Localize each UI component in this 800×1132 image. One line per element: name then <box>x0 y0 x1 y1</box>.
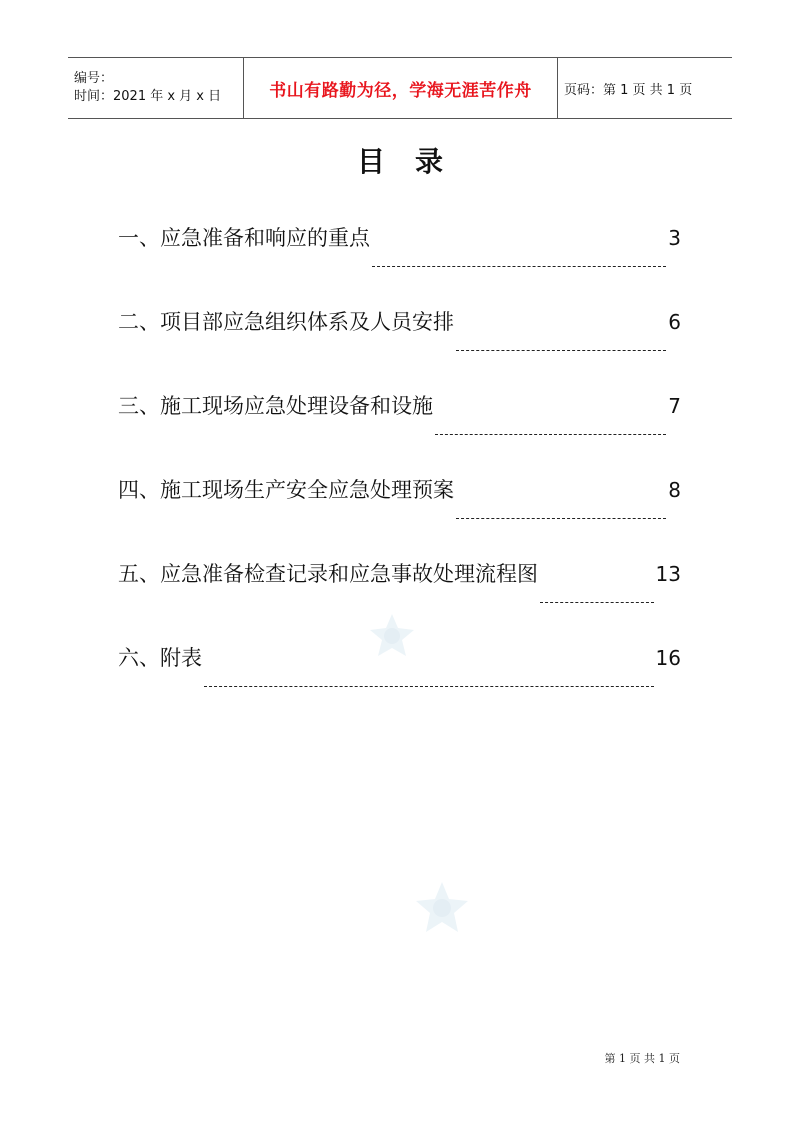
toc-entry-page: 13 <box>655 562 681 586</box>
toc-entry[interactable] <box>118 306 681 390</box>
toc-entry-label: 五、应急准备检查记录和应急事故处理流程图 <box>118 562 538 586</box>
toc-entry-page: 16 <box>655 646 681 670</box>
toc-entry-label: 二、项目部应急组织体系及人员安排 <box>118 310 454 334</box>
header-table <box>68 57 732 119</box>
toc-entry-page: 3 <box>668 226 681 250</box>
dot-leader <box>435 434 666 435</box>
toc-entry[interactable] <box>118 390 681 474</box>
motto-text: 书山有路勤为径，学海无涯苦作舟 <box>269 80 532 101</box>
header-motto-cell <box>243 58 558 118</box>
toc-entry-page: 7 <box>668 394 681 418</box>
snowflake-watermark-icon <box>368 612 416 660</box>
dot-leader <box>456 350 666 351</box>
document-time-label: 时间：2021 年 x 月 x 日 <box>74 89 222 104</box>
document-number-label: 编号： <box>74 71 114 86</box>
toc-entry-label: 四、施工现场生产安全应急处理预案 <box>118 478 454 502</box>
header-info-cell <box>68 58 243 118</box>
toc-entry[interactable] <box>118 222 681 306</box>
toc-entry-page: 8 <box>668 478 681 502</box>
page-footer: 第 1 页 共 1 页 <box>604 1052 680 1065</box>
toc-entry-page: 6 <box>668 310 681 334</box>
snowflake-watermark-icon <box>414 880 470 936</box>
toc-entry[interactable] <box>118 474 681 558</box>
toc-entry-label: 三、施工现场应急处理设备和设施 <box>118 394 433 418</box>
page-count-label: 页码：第 1 页 共 1 页 <box>564 82 693 98</box>
toc-title: 目录 <box>356 145 473 178</box>
dot-leader <box>372 266 666 267</box>
header-page-cell <box>558 58 732 118</box>
dot-leader <box>540 602 654 603</box>
dot-leader <box>456 518 666 519</box>
dot-leader <box>204 686 654 687</box>
toc-entry-label: 六、附表 <box>118 646 202 670</box>
toc-entry-label: 一、应急准备和响应的重点 <box>118 226 370 250</box>
